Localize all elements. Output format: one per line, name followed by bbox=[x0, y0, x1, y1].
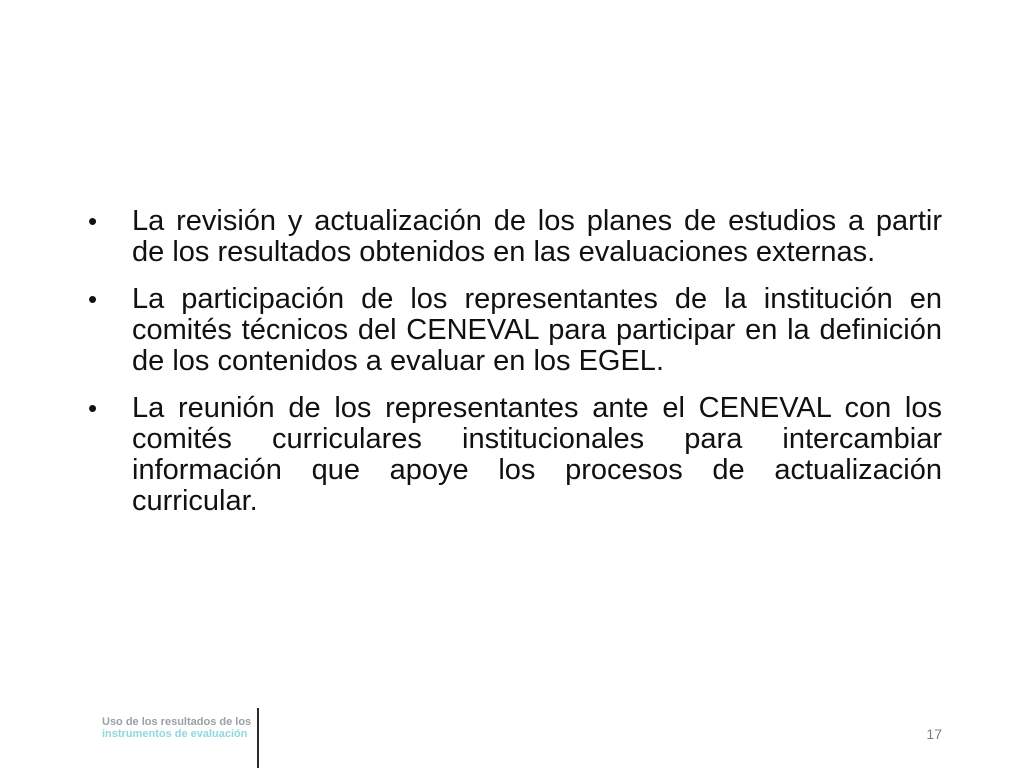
bullet-text: La reunión de los representantes ante el CENEVAL con los comités curriculares institucionales para intercambiar información que apoye los procesos de actualización curricular. bbox=[132, 392, 942, 517]
page-number: 17 bbox=[926, 726, 942, 742]
footer-divider bbox=[257, 708, 259, 768]
bullet-item-2 bbox=[88, 284, 942, 377]
bullet-text: La revisión y actualización de los planes de estudios a partir de los resultados obtenidos en las evaluaciones externas. bbox=[132, 205, 942, 268]
bullet-list bbox=[88, 206, 942, 517]
slide-body bbox=[88, 206, 942, 517]
bullet-item-1 bbox=[88, 206, 942, 268]
footer-label bbox=[102, 716, 251, 740]
bullet-icon: • bbox=[88, 206, 98, 236]
footer-label-line2: instrumentos de evaluación bbox=[102, 728, 248, 740]
bullet-icon: • bbox=[88, 284, 98, 314]
bullet-item-3 bbox=[88, 393, 942, 517]
footer-label-line1: Uso de los resultados de los bbox=[102, 716, 252, 728]
bullet-text: La participación de los representantes de la institución en comités técnicos del CENEVAL para participar en la definición de los contenidos a evaluar en los EGEL. bbox=[132, 283, 942, 377]
bullet-icon: • bbox=[88, 393, 98, 423]
